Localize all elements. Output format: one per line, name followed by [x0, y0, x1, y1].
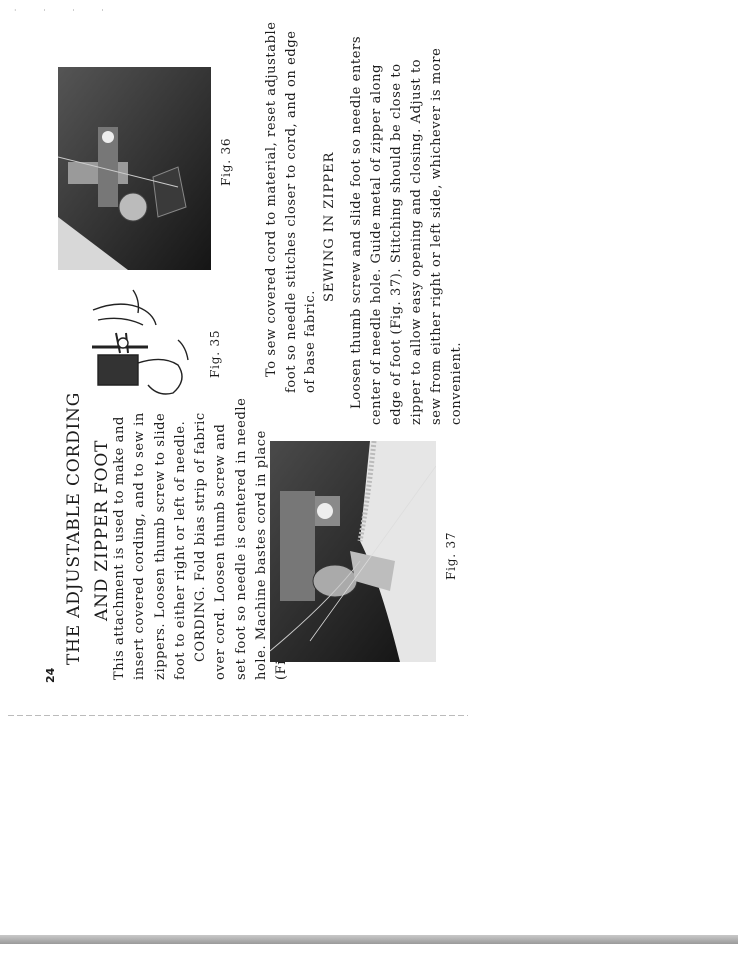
cording-line: of base fabric.: [303, 289, 318, 393]
zipper-line: zipper to allow easy opening and closing. Adjust to: [409, 58, 424, 425]
fig-35-caption: Fig. 35: [208, 329, 222, 378]
zipper-paragraph: [347, 36, 467, 425]
scan-marks: · · · ·: [14, 6, 116, 15]
fig-37-caption: Fig. 37: [444, 531, 458, 580]
page-divider: [8, 715, 468, 716]
cording-paragraph: [262, 21, 321, 393]
fig-37-photo: [270, 441, 436, 662]
cording-line: foot so needle stitches closer to cord, and on edge: [283, 30, 299, 393]
zipper-line: convenient.: [449, 341, 464, 425]
zipper-line: sew from either right or left side, whichever is more: [429, 47, 444, 425]
cording-line: To sew covered cord to material, reset adjustable: [264, 21, 279, 377]
scan-edge: [0, 935, 738, 944]
intro-line: hole. Machine bastes cord in place: [254, 430, 270, 680]
intro-line: over cord. Loosen thumb screw and: [213, 423, 229, 680]
zipper-line: center of needle hole. Guide metal of zipper along: [369, 64, 384, 425]
intro-paragraph: [110, 398, 293, 680]
fig-36-photo: [58, 67, 211, 270]
fig-35-illustration: [78, 285, 203, 410]
zipper-heading: SEWING IN ZIPPER: [322, 151, 337, 302]
title-line-2: AND ZIPPER FOOT: [92, 439, 112, 621]
intro-line: set foot so needle is centered in needle: [233, 397, 249, 680]
intro-line: This attachment is used to make and: [112, 416, 127, 680]
intro-line: foot to either right or left of needle.: [172, 420, 188, 680]
zipper-line: Loosen thumb screw and slide foot so needle enters: [349, 35, 364, 409]
zipper-line: edge of foot (Fig. 37). Stitching should be close to: [389, 63, 404, 425]
section-title: [60, 392, 116, 665]
intro-line: CORDING. Fold bias strip of fabric: [193, 412, 209, 662]
intro-line: insert covered cording, and to sew in: [132, 412, 148, 680]
title-line-1: THE ADJUSTABLE CORDING: [64, 391, 84, 665]
intro-line: zippers. Loosen thumb screw to slide: [152, 412, 168, 680]
page-number: 24: [44, 667, 57, 683]
fig-36-caption: Fig. 36: [219, 137, 233, 186]
